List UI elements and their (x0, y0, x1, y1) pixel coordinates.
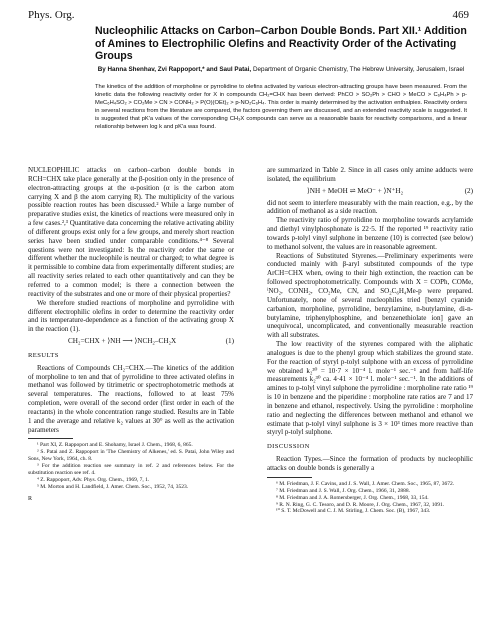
footnote: ² S. Patai and Z. Rappoport in 'The Chemistry of Alkenes,' ed. S. Patai, John Wiley and Sons, New York, 1964, ch. 8. (28, 449, 234, 463)
equation-1 (28, 337, 234, 346)
footnote: ⁴ Z. Rappoport, Adv. Phys. Org. Chem., 1969, 7, 1. (37, 477, 150, 483)
footnote: ¹ Part XI, Z. Rappoport and E. Shohamy, Israel J. Chem., 1968, 6, 865. (37, 442, 193, 449)
footnote: ¹⁰ S. T. McDowell and C. J. M. Stirling, J. Chem. Soc. (B), 1967, 343. (276, 508, 431, 515)
body-paragraph: We therefore studied reactions of morpholine and pyrrolidine with different electrophilic olefins in order to determine the reactivity order and its temperature-dependence as a function of the activating group X in the reaction (1). (28, 298, 234, 334)
body-paragraph: Reaction Types.—Since the formation of products by nucleophilic attacks on double bonds is generally a (267, 455, 473, 472)
intro-text: attacks on carbon–carbon double bonds in RCH=CHX take place generally at the β-position only in the presence of electron-attracting groups at the α-position (α is the carbon atom carrying X and β the atom carrying R). The multiplicity of the various possible reaction routes has been discussed.² While a large number of preparative studies exist, the kinetics of reactions were measured only in a few cases.²,³ Quantitative data concerning the relative activating ability of different groups exist only for a few groups, and merely short reaction series have been studied under comparable conditions.⁴⁻⁸ Several questions were not investigated: Is the reactivity order the same or different whether the nucleophile is neutral or charged; to what degree is it permissible to combine data from experimentally different studies; are all reactivity series related to each other quantitatively and can they be referred to a common model; is there a connection between the reactivity of the substrates and one or more of their physical properties? (28, 166, 234, 298)
body-paragraph: did not seem to interfere measurably with the main reaction, e.g., by the addition of methanol as a side reaction. (267, 198, 473, 216)
page-number: 469 (452, 9, 469, 21)
footnote: ⁵ M. Morton and H. Landfield, J. Amer. Chem. Soc., 1952, 74, 3523. (37, 483, 189, 490)
body-paragraph: are summarized in Table 2. Since in all cases only amine adducts were isolated, the equilibrium (267, 166, 473, 183)
body-paragraph: Reactions of Substituted Styrenes.—Preliminary experiments were conducted mainly with β-aryl substituted compounds of the type ArCH=CHX when, owing to their high extinction, the reaction can be followed spectrophotometrically. Compounds with X = COPh, COMe, ⁱNO₂, CONH₂, CO₂Me, CN, and SO₂C₆H₄Me-p were prepared. Unfortunately, none of several nucleophiles tried [benzyl cyanide carbanion, morpholine, pyrrolidine, benzylamine, n-butylamine, di-n-butylamine, triphenylphosphine, and benzenethiolate ion] gave an unequivocal, uncomplicated, and conventionally measurable reaction with all substrates. (267, 251, 473, 340)
body-paragraph: The reactivity ratio of pyrrolidine to morpholine towards acrylamide and diethyl vinylphosphonate is 22·5. If the reported ¹⁹ reactivity ratio towards p-tolyl vinyl sulphone in benzene (10) is corrected (see below) to methanol solvent, the values are in reasonable agreement. (267, 216, 473, 251)
section-heading-discussion: DISCUSSION (267, 443, 310, 451)
article-title: Nucleophilic Attacks on Carbon–Carbon Double Bonds. Part XII.¹ Addition of Amines to Electrophilic Olefins and Reactivity Order of the Activating Groups (95, 25, 467, 63)
author-affiliation: Department of Organic Chemistry, The Hebrew University, Jerusalem, Israel (252, 66, 465, 73)
intro-paragraph (28, 166, 234, 299)
footnote: ³ For the addition reaction see summary in ref. 2 and references below. For the substitution reaction see ref. 4. (28, 463, 234, 477)
section-heading-results: RESULTS (28, 351, 59, 359)
equation-1-number: (1) (225, 337, 234, 346)
footer-mark: R (28, 495, 33, 502)
right-column (267, 166, 473, 515)
footnote-rule (28, 438, 73, 439)
footnote: ⁹ R. N. Ring, G. C. Tesoro, and D. R. Moore, J. Org. Chem., 1967, 32, 1091. (276, 501, 445, 508)
running-head (28, 9, 469, 23)
left-column (28, 166, 234, 504)
author-names: By Hanna Shenhav, Zvi Rappoport,* and Saul Patai, (97, 66, 252, 73)
footnote-rule (267, 477, 312, 478)
footnote: ⁶ M. Friedman, J. F. Cavins, and J. S. Wall, J. Amer. Chem. Soc., 1965, 87, 3672. (276, 480, 455, 487)
journal-name: Phys. Org. (28, 9, 75, 21)
author-block (95, 66, 467, 74)
footnote: ⁸ M. Friedman and J. A. Romersberger, J. Org. Chem., 1968, 33, 154. (276, 494, 429, 501)
equation-2-body: ⟩NH + MeOH ⇌ MeO⁻ + ⟩N⁺H₂ (307, 186, 404, 195)
body-paragraph: Reactions of Compounds CH₂=CHX.—The kinetics of the addition of morpholine to ten and that of pyrrolidine to three activated olefins in methanol was followed by titrimetric or spectrophotometric methods at several temperatures. The reactions, followed to at least 75% completion, were overall of the second order (first order in each of the reactants) in the whole concentration range studied. Results are in Table 1 and the average and relative k₂ values at 30° as well as the activation parameters (28, 363, 234, 434)
equation-2-number: (2) (464, 186, 473, 195)
abstract: The kinetics of the addition of morpholine or pyrrolidine to olefins activated by various electron-attracting groups have been measured. From the kinetic data the following reactivity order for X in compounds CH₂=CHX has been derived: PhCO > SO₂Ph > CHO > MeCO > C₆H₄Ph > p-MeC₆H₄SO₂ > CO₂Me > CN > CONH₂ > P(O)(OEt)₂ > p-NO₂C₆H₄. This order is mainly determined by the activation enthalpies. Reactivity orders in several reactions from the literature are compared, the factors governing them are discussed, and an extended reactivity scale is suggested. It is suggested that pK'a values of the corresponding CH₃X compounds can serve as a reasonable basis for reactivity comparisons, and a linear relationship between log k and pK'a was found. (95, 84, 467, 130)
equation-1-body: CH₂=CHX + ⟩NH ⟶ ⟩NCH₂–CH₂X (68, 337, 177, 346)
intro-lead: NUCLEOPHILIC (28, 166, 80, 174)
footnote: ⁷ M. Friedman and J. S. Wall, J. Org. Chem., 1966, 31, 2888. (276, 487, 411, 494)
equation-2 (267, 187, 473, 196)
body-paragraph: The low reactivity of the styrenes compared with the aliphatic analogues is due to the phenyl group which stabilizes the ground state. For the reaction of styryl p-tolyl sulphone with an excess of pyrrolidine we obtained k₂³⁰ = 10·7 × 10⁻⁴ l. mole⁻¹ sec.⁻¹ and from half-life measurements k₂³⁰ ca. 4·41 × 10⁻⁴ l. mole⁻¹ sec.⁻¹. In the additions of amines to p-tolyl vinyl sulphone the pyrrolidine : morpholine rate ratio ¹⁹ is 10 in benzene and the piperidine : morpholine rate ratios are 7 and 17 in benzene and ethanol, respectively. Using the pyrrolidine : morpholine ratio and neglecting the differences between methanol and ethanol we estimate that p-tolyl vinyl sulphone is 3 × 10³ times more reactive than styryl p-tolyl sulphone. (267, 340, 473, 437)
